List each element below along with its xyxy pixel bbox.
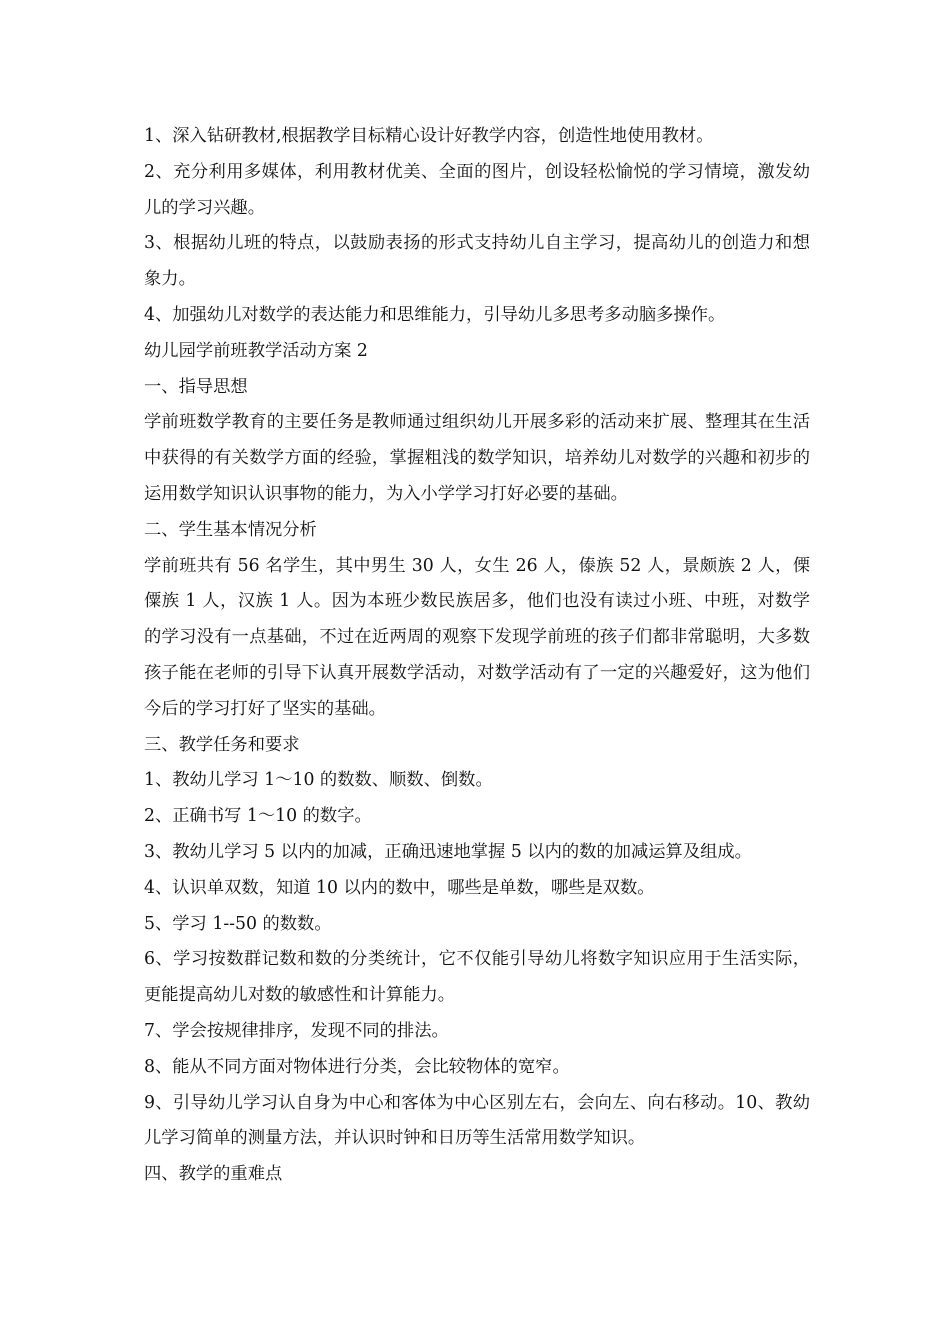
- paragraph: 学前班共有 56 名学生，其中男生 30 人，女生 26 人，傣族 52 人，景颇族 2 人，傈僳族 1 人，汉族 1 人。因为本班少数民族居多，他们也没有读过小班、中班，对数学的学习没有一点基础，不过在近两周的观察下发现学前班的孩子们都非常聪明，大多数孩子能在老师的引导下认真开展数学活动，对数学活动有了一定的兴趣爱好，这为他们今后的学习打好了坚实的基础。: [144, 555, 810, 719]
- paragraph: 1、深入钻研教材,根据教学目标精心设计好教学内容，创造性地使用教材。: [144, 126, 714, 146]
- list-item: 5、学习 1--50 的数数。: [144, 913, 332, 934]
- section-heading: 三、教学任务和要求: [144, 734, 300, 755]
- list-item: 7、学会按规律排序，发现不同的排法。: [144, 1020, 449, 1041]
- section-title: 幼儿园学前班教学活动方案 2: [144, 340, 368, 361]
- list-item: 9、引导幼儿学习认自身为中心和客体为中心区别左右，会向左、向右移动。10、教幼儿学习简单的测量方法，并认识时钟和日历等生活常用数学知识。: [144, 1092, 810, 1149]
- section-heading: 二、学生基本情况分析: [144, 519, 317, 540]
- paragraph: 4、加强幼儿对数学的表达能力和思维能力，引导幼儿多思考多动脑多操作。: [144, 304, 726, 325]
- section-heading: 四、教学的重难点: [144, 1164, 283, 1185]
- paragraph: 2、充分利用多媒体，利用教材优美、全面的图片，创设轻松愉悦的学习情境，激发幼儿的学习兴趣。: [144, 161, 810, 218]
- list-item: 8、能从不同方面对物体进行分类，会比较物体的宽窄。: [144, 1056, 570, 1077]
- list-item: 3、教幼儿学习 5 以内的加减，正确迅速地掌握 5 以内的数的加减运算及组成。: [144, 841, 752, 862]
- list-item: 2、正确书写 1～10 的数字。: [144, 806, 372, 827]
- paragraph: 3、根据幼儿班的特点，以鼓励表扬的形式支持幼儿自主学习，提高幼儿的创造力和想象力。: [144, 233, 810, 290]
- list-item: 6、学习按数群记数和数的分类统计，它不仅能引导幼儿将数字知识应用于生活实际，更能提高幼儿对数的敏感性和计算能力。: [144, 949, 810, 1006]
- document-body: [144, 119, 810, 1193]
- list-item: 4、认识单双数，知道 10 以内的数中，哪些是单数，哪些是双数。: [144, 877, 655, 898]
- paragraph: 学前班数学教育的主要任务是教师通过组织幼儿开展多彩的活动来扩展、整理其在生活中获得的有关数学方面的经验，掌握粗浅的数学知识，培养幼儿对数学的兴趣和初步的运用数学知识认识事物的能力，为入小学学习打好必要的基础。: [144, 412, 810, 504]
- list-item: 1、教幼儿学习 1～10 的数数、顺数、倒数。: [144, 770, 493, 791]
- section-heading: 一、指导思想: [144, 376, 248, 397]
